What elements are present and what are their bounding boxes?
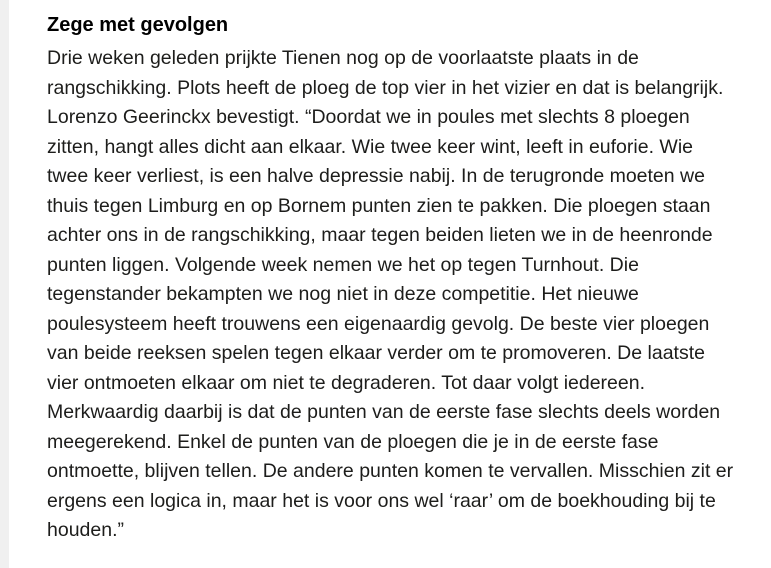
paragraph-line: van beide reeksen spelen tegen elkaar verder om te promoveren. De laatste bbox=[47, 342, 705, 364]
article bbox=[47, 12, 757, 546]
paragraph-line: Merkwaardig daarbij is dat de punten van de eerste fase slechts deels worden bbox=[47, 401, 721, 423]
paragraph-line: vier ontmoeten elkaar om niet te degraderen. Tot daar volgt iedereen. bbox=[47, 371, 646, 394]
paragraph-line: tegenstander bekampten we nog niet in deze competitie. Het nieuwe bbox=[47, 283, 639, 305]
article-heading: Zege met gevolgen bbox=[47, 14, 229, 36]
paragraph-line: rangschikking. Plots heeft de ploeg de top vier in het vizier en dat is belangrijk. bbox=[47, 76, 724, 99]
paragraph-line: twee keer verliest, is een halve depressie nabij. In de terugronde moeten we bbox=[47, 165, 705, 187]
paragraph-line: ontmoette, blijven tellen. De andere punten komen te vervallen. Misschien zit er bbox=[47, 460, 734, 482]
paragraph-line: Lorenzo Geerinckx bevestigt. “Doordat we in poules met slechts 8 ploegen bbox=[47, 106, 690, 128]
paragraph-line: ergens een logica in, maar het is voor ons wel ‘raar’ om de boekhouding bij te bbox=[47, 489, 716, 512]
paragraph-line: poulesysteem heeft trouwens een eigenaardig gevolg. De beste vier ploegen bbox=[47, 312, 710, 335]
paragraph-line: Drie weken geleden prijkte Tienen nog op de voorlaatste plaats in de bbox=[47, 47, 639, 69]
paragraph-line: meegerekend. Enkel de punten van de ploegen die je in de eerste fase bbox=[47, 430, 659, 453]
article-body bbox=[47, 44, 757, 546]
paragraph-line: houden.” bbox=[47, 519, 124, 541]
paragraph-line: punten liggen. Volgende week nemen we het op tegen Turnhout. Die bbox=[47, 253, 639, 276]
paragraph-line: zitten, hangt alles dicht aan elkaar. Wie twee keer wint, leeft in euforie. Wie bbox=[47, 135, 693, 158]
left-gutter bbox=[0, 0, 9, 568]
paragraph-line: thuis tegen Limburg en op Bornem punten zien te pakken. Die ploegen staan bbox=[47, 194, 711, 217]
paragraph-line: achter ons in de rangschikking, maar tegen beiden lieten we in de heenronde bbox=[47, 224, 713, 246]
